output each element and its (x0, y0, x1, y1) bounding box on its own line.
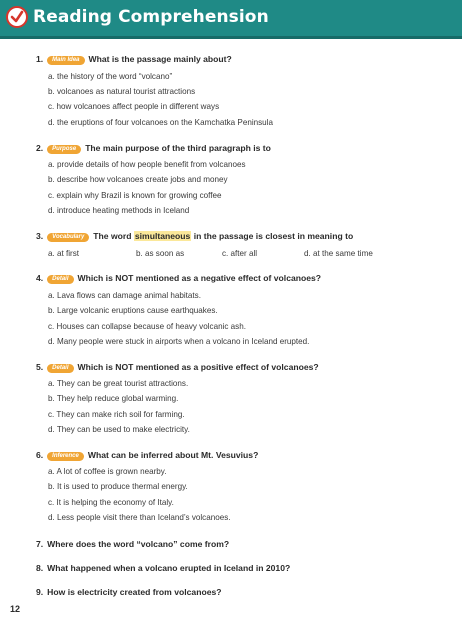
question-9 (36, 587, 222, 597)
answer-option[interactable]: c. It is helping the economy of Italy. (48, 498, 174, 507)
answer-option[interactable]: a. They can be great tourist attractions. (48, 379, 189, 388)
question-5 (36, 362, 319, 373)
answer-option[interactable]: c. They can make rich soil for farming. (48, 410, 185, 419)
answer-option[interactable]: c. how volcanoes affect people in different ways (48, 102, 220, 111)
answer-option[interactable]: c. Houses can collapse because of heavy volcanic ash. (48, 322, 246, 331)
page-number: 12 (10, 604, 21, 614)
checkmark-logo-icon (6, 6, 28, 28)
question-text: The main purpose of the third paragraph is to (85, 143, 271, 153)
question-text: What is the passage mainly about? (88, 54, 232, 64)
question-number: 6. (36, 450, 44, 460)
question-type-badge: Main Idea (47, 56, 84, 65)
question-text: Where does the word “volcano” come from? (47, 539, 230, 549)
question-text: What can be inferred about Mt. Vesuvius? (87, 450, 259, 460)
question-text: Which is NOT mentioned as a positive effect of volcanoes? (77, 362, 319, 372)
answer-option[interactable]: a. Lava flows can damage animal habitats. (48, 291, 201, 300)
question-text: What happened when a volcano erupted in Iceland in 2010? (47, 563, 291, 573)
answer-option[interactable]: b. They help reduce global warming. (48, 394, 179, 403)
header-divider (0, 36, 462, 39)
answer-option[interactable]: d. Many people were stuck in airports when a volcano in Iceland erupted. (48, 337, 310, 346)
question-text: Which is NOT mentioned as a negative effect of volcanoes? (77, 273, 322, 283)
answer-option[interactable]: c. after all (222, 249, 258, 258)
question-text-after: in the passage is closest in meaning to (193, 231, 354, 241)
answer-option[interactable]: d. the eruptions of four volcanoes on the Kamchatka Peninsula (48, 118, 273, 127)
question-number: 1. (36, 54, 44, 64)
question-type-badge: Vocabulary (47, 233, 89, 242)
section-header (0, 0, 462, 36)
answer-option[interactable]: d. Less people visit there than Iceland’s volcanoes. (48, 513, 231, 522)
page-title: Reading Comprehension (33, 7, 269, 27)
answer-option[interactable]: d. They can be used to make electricity. (48, 425, 190, 434)
question-1 (36, 54, 232, 65)
question-type-badge: Detail (47, 364, 73, 373)
answer-option[interactable]: d. at the same time (304, 249, 373, 258)
question-3 (36, 231, 353, 242)
question-type-badge: Purpose (47, 145, 81, 154)
question-number: 3. (36, 231, 44, 241)
question-number: 4. (36, 273, 44, 283)
question-number: 9. (36, 587, 44, 597)
answer-option[interactable]: a. at first (48, 249, 80, 258)
question-6 (36, 450, 258, 461)
answer-option[interactable]: d. introduce heating methods in Iceland (48, 206, 190, 215)
question-number: 5. (36, 362, 44, 372)
question-number: 2. (36, 143, 44, 153)
answer-option[interactable]: a. the history of the word “volcano” (48, 72, 173, 81)
question-type-badge: Inference (47, 452, 84, 461)
answer-option[interactable]: b. Large volcanic eruptions cause earthquakes. (48, 306, 218, 315)
answer-option[interactable]: a. provide details of how people benefit from volcanoes (48, 160, 246, 169)
question-2 (36, 143, 271, 154)
answer-option[interactable]: a. A lot of coffee is grown nearby. (48, 467, 167, 476)
answer-option[interactable]: b. volcanoes as natural tourist attractions (48, 87, 196, 96)
question-number: 8. (36, 563, 44, 573)
highlighted-word: simultaneous (134, 231, 191, 241)
answer-option[interactable]: b. as soon as (136, 249, 185, 258)
question-8 (36, 563, 290, 573)
question-text-before: The word (93, 231, 132, 241)
answer-option[interactable]: c. explain why Brazil is known for growing coffee (48, 191, 222, 200)
answer-option[interactable]: b. describe how volcanoes create jobs and money (48, 175, 228, 184)
question-number: 7. (36, 539, 44, 549)
answer-option[interactable]: b. It is used to produce thermal energy. (48, 482, 188, 491)
question-type-badge: Detail (47, 275, 73, 284)
question-7 (36, 539, 229, 549)
question-4 (36, 273, 321, 284)
question-text: How is electricity created from volcanoes? (47, 587, 222, 597)
